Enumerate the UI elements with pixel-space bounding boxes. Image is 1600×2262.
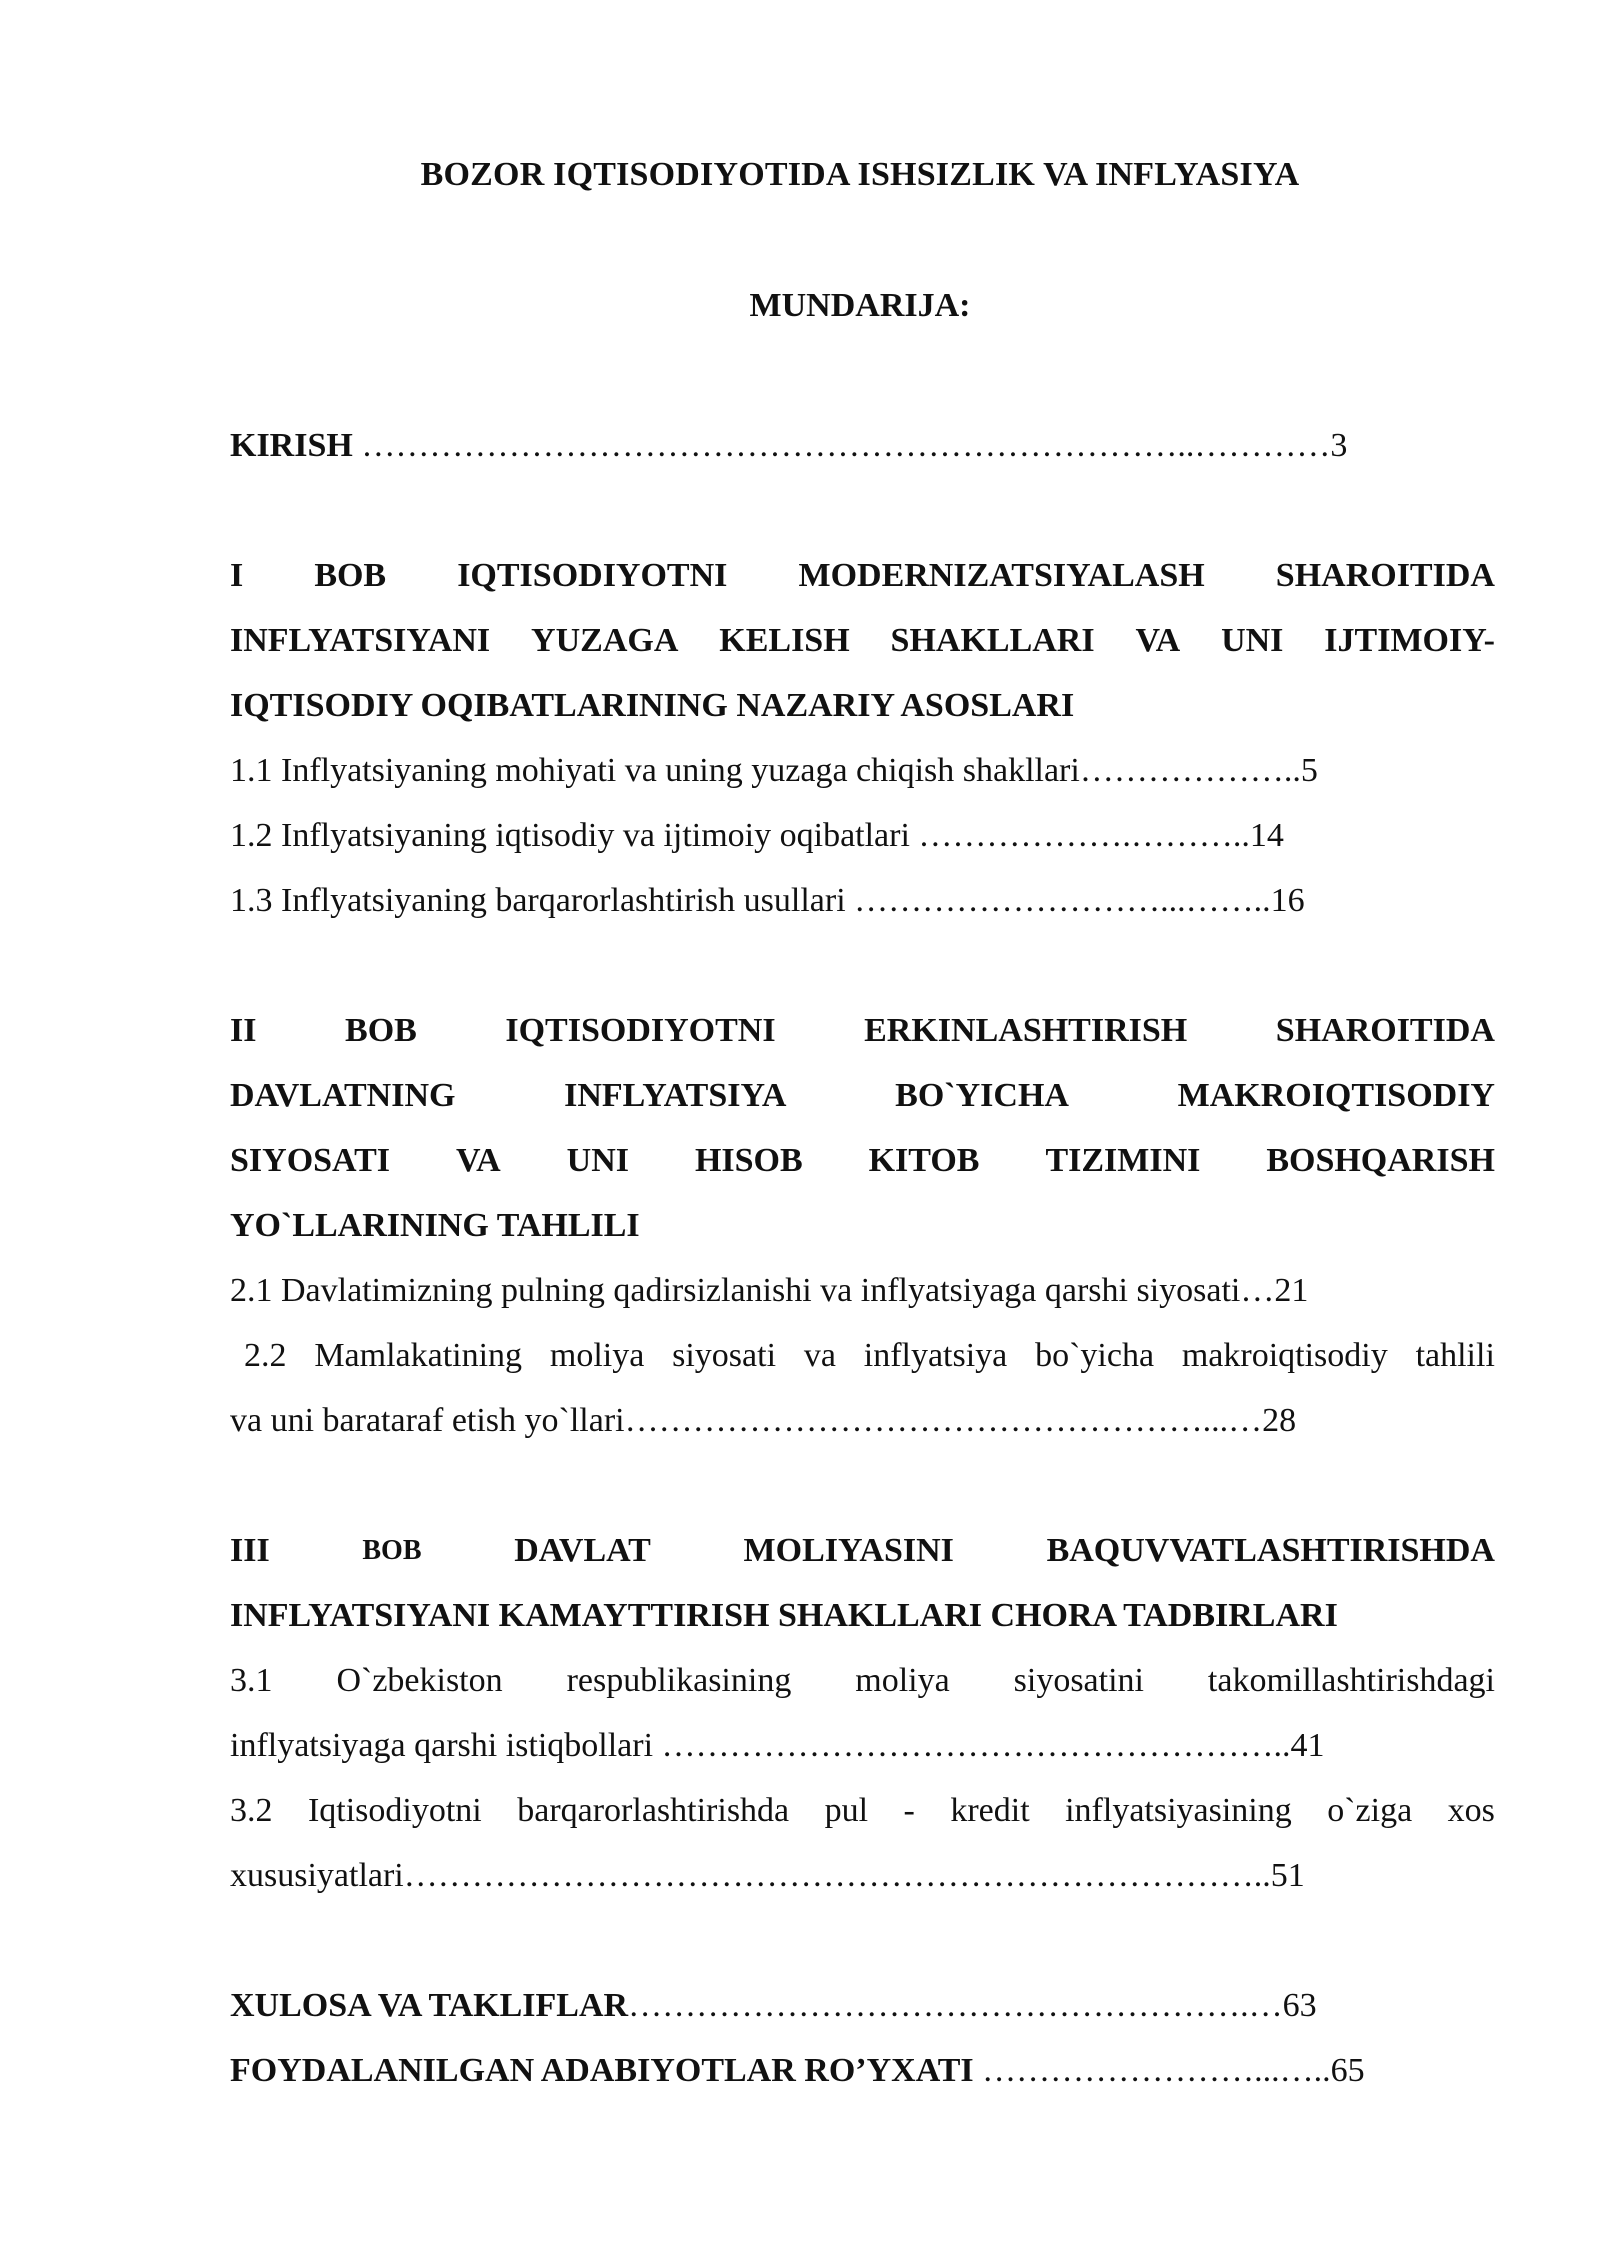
heading-word: UNI bbox=[566, 1142, 629, 1179]
toc-entry-bibliography bbox=[230, 2038, 1495, 2103]
toc-entry-3-2-line-1 bbox=[230, 1778, 1495, 1843]
heading-word: MAKROIQTISODIY bbox=[1177, 1077, 1495, 1114]
heading-word: VA bbox=[1135, 622, 1181, 659]
heading-word: SIYOSATI bbox=[230, 1142, 390, 1179]
heading-word: INFLYATSIYANI bbox=[230, 622, 491, 659]
heading-word: BOB bbox=[314, 557, 387, 594]
heading-word: UNI bbox=[1221, 622, 1284, 659]
heading-word: III bbox=[230, 1532, 270, 1569]
entry-word: 3.1 bbox=[230, 1662, 273, 1699]
entry-word: 2.2 bbox=[244, 1337, 287, 1374]
heading-word: II bbox=[230, 1012, 257, 1049]
entry-word: siyosati bbox=[672, 1337, 777, 1374]
heading-word: BAQUVVATLASHTIRISHDA bbox=[1046, 1532, 1495, 1569]
toc-entry-2-2-line-1 bbox=[230, 1323, 1495, 1388]
heading-word: INFLYATSIYA bbox=[564, 1077, 787, 1114]
toc-leader-dots: ……………………………………………….… bbox=[628, 1987, 1283, 2024]
chapter-heading-2-line-3 bbox=[230, 1128, 1495, 1193]
heading-word: VA bbox=[455, 1142, 501, 1179]
entry-word: Mamlakatining bbox=[314, 1337, 523, 1374]
heading-word: BOSHQARISH bbox=[1266, 1142, 1495, 1179]
heading-word: IQTISODIYOTNI bbox=[457, 557, 728, 594]
toc-page-number: 63 bbox=[1282, 1987, 1317, 2024]
entry-word: kredit bbox=[950, 1792, 1030, 1829]
heading-word: DAVLAT bbox=[514, 1532, 651, 1569]
heading-word: MOLIYASINI bbox=[743, 1532, 954, 1569]
heading-word: TIZIMINI bbox=[1045, 1142, 1201, 1179]
chapter-heading-2-line-1 bbox=[230, 998, 1495, 1063]
heading-word: ERKINLASHTIRISH bbox=[864, 1012, 1188, 1049]
heading-word: YUZAGA bbox=[531, 622, 679, 659]
toc-page-number: 3 bbox=[1330, 427, 1348, 464]
toc-entry-conclusion bbox=[230, 1973, 1495, 2038]
toc-entry-label: XULOSA VA TAKLIFLAR bbox=[230, 1987, 629, 2024]
spacer bbox=[230, 478, 1495, 543]
table-of-contents bbox=[230, 413, 1495, 2103]
chapter-heading-1-line-1 bbox=[230, 543, 1495, 608]
entry-word: moliya bbox=[855, 1662, 950, 1699]
heading-word: I bbox=[230, 557, 244, 594]
entry-word: siyosatini bbox=[1013, 1662, 1144, 1699]
heading-word: SHAKLLARI bbox=[890, 622, 1095, 659]
heading-word: BOB bbox=[362, 1535, 422, 1566]
chapter-heading-3-line-1 bbox=[230, 1518, 1495, 1583]
chapter-heading-3-line-2: INFLYATSIYANI KAMAYTTIRISH SHAKLLARI CHORA TADBIRLARI bbox=[230, 1597, 1338, 1634]
heading-word: SHAROITIDA bbox=[1275, 557, 1495, 594]
chapter-heading-1-line-2 bbox=[230, 608, 1495, 673]
entry-word: inflyatsiyasining bbox=[1065, 1792, 1292, 1829]
heading-word: KITOB bbox=[868, 1142, 980, 1179]
entry-word: tahlili bbox=[1415, 1337, 1495, 1374]
chapter-heading-2-line-2 bbox=[230, 1063, 1495, 1128]
toc-entry-1-3: 1.3 Inflyatsiyaning barqarorlashtirish usullari ………………………...……..16 bbox=[230, 882, 1305, 919]
toc-entry-3-1-line-2: inflyatsiyaga qarshi istiqbollari ………………………………………………..41 bbox=[230, 1727, 1325, 1764]
entry-word: pul bbox=[824, 1792, 869, 1829]
heading-word: MODERNIZATSIYALASH bbox=[798, 557, 1205, 594]
heading-word: IQTISODIYOTNI bbox=[505, 1012, 776, 1049]
toc-page-number: 65 bbox=[1330, 2052, 1365, 2089]
entry-word: o`ziga bbox=[1327, 1792, 1413, 1829]
heading-word: DAVLATNING bbox=[230, 1077, 456, 1114]
entry-word: takomillashtirishdagi bbox=[1207, 1662, 1495, 1699]
entry-word: xos bbox=[1447, 1792, 1495, 1829]
entry-word: inflyatsiya bbox=[863, 1337, 1008, 1374]
spacer bbox=[230, 1453, 1495, 1518]
toc-entry-label: FOYDALANILGAN ADABIYOTLAR RO’YXATI bbox=[230, 2052, 974, 2089]
heading-word: IJTIMOIY- bbox=[1324, 622, 1495, 659]
toc-heading: MUNDARIJA: bbox=[749, 287, 971, 324]
entry-word: bo`yicha bbox=[1035, 1337, 1155, 1374]
entry-word: 3.2 bbox=[230, 1792, 273, 1829]
entry-word: - bbox=[903, 1792, 915, 1829]
toc-leader-dots: ……………………...….. bbox=[973, 2052, 1331, 2089]
spacer bbox=[230, 1908, 1495, 1973]
toc-entry-1-2: 1.2 Inflyatsiyaning iqtisodiy va ijtimoiy oqibatlari ……………….………..14 bbox=[230, 817, 1284, 854]
toc-leader-dots: ………………………………………………………………..………… bbox=[352, 427, 1331, 464]
entry-word: barqarorlashtirishda bbox=[517, 1792, 790, 1829]
entry-word: respublikasining bbox=[566, 1662, 792, 1699]
chapter-heading-2-line-4: YO`LLARINING TAHLILI bbox=[230, 1207, 640, 1244]
entry-word: Iqtisodiyotni bbox=[307, 1792, 482, 1829]
spacer bbox=[230, 933, 1495, 998]
heading-word: BOB bbox=[345, 1012, 417, 1049]
toc-entry-2-2-line-2: va uni barataraf etish yo`llari……………………………………………...…28 bbox=[230, 1402, 1297, 1439]
toc-entry-kirish bbox=[230, 413, 1495, 478]
heading-word: HISOB bbox=[694, 1142, 803, 1179]
toc-entry-3-1-line-1 bbox=[230, 1648, 1495, 1713]
heading-word: KELISH bbox=[719, 622, 850, 659]
toc-entry-2-1: 2.1 Davlatimizning pulning qadirsizlanishi va inflyatsiyaga qarshi siyosati…21 bbox=[230, 1272, 1309, 1309]
entry-word: moliya bbox=[549, 1337, 645, 1374]
toc-entry-label: KIRISH bbox=[230, 427, 353, 464]
toc-entry-1-1: 1.1 Inflyatsiyaning mohiyati va uning yuzaga chiqish shakllari………………..5 bbox=[230, 752, 1318, 789]
entry-word: va bbox=[803, 1337, 836, 1374]
heading-word: SHAROITIDA bbox=[1275, 1012, 1495, 1049]
heading-word: BO`YICHA bbox=[895, 1077, 1069, 1114]
chapter-heading-1-line-3: IQTISODIY OQIBATLARINING NAZARIY ASOSLARI bbox=[230, 687, 1075, 724]
entry-word: O`zbekiston bbox=[336, 1662, 503, 1699]
entry-word: makroiqtisodiy bbox=[1181, 1337, 1388, 1374]
toc-entry-3-2-line-2: xususiyatlari…………………………………………………………………..51 bbox=[230, 1857, 1305, 1894]
document-title: BOZOR IQTISODIYOTIDA ISHSIZLIK VA INFLYASIYA bbox=[420, 156, 1300, 193]
